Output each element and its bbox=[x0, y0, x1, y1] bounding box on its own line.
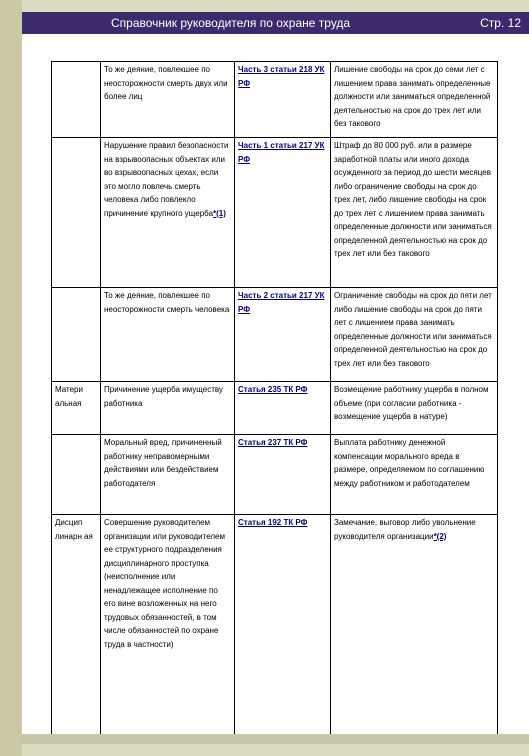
article-cell bbox=[235, 382, 331, 435]
left-margin-stripe bbox=[0, 0, 22, 756]
article-link[interactable]: Статья 237 ТК РФ bbox=[238, 438, 308, 447]
table-row bbox=[52, 382, 498, 435]
penalty-cell: Лишение свободы на срок до семи лет с лишением права занимать определенные должности или заниматься определенной деятельностью на срок до трех лет или без такового bbox=[331, 62, 498, 138]
footnote-link[interactable]: *(1) bbox=[213, 208, 226, 218]
article-cell bbox=[235, 138, 331, 288]
category-cell bbox=[52, 138, 101, 288]
page-title: Справочник руководителя по охране труда bbox=[111, 16, 351, 30]
article-link[interactable]: Статья 192 ТК РФ bbox=[238, 518, 308, 527]
article-cell bbox=[235, 62, 331, 138]
penalty-cell: Возмещение работнику ущерба в полном объеме (при согласии работника - возмещение ущерба в натуре) bbox=[331, 382, 498, 435]
article-link[interactable]: Статья 235 ТК РФ bbox=[238, 385, 308, 394]
article-link[interactable]: Часть 1 статьи 217 УК РФ bbox=[238, 141, 325, 164]
article-cell bbox=[235, 288, 331, 382]
article-cell bbox=[235, 435, 331, 515]
category-cell: Дисцип линарн ая bbox=[52, 515, 101, 745]
table-row bbox=[52, 288, 498, 382]
penalty-text: Замечание, выговор либо увольнение руководителя организации bbox=[334, 518, 476, 541]
offense-cell: Совершение руководителем организации или руководителем ее структурного подразделения дисциплинарного проступка (неисполнение или ненадлежащее исполнение по его вине возложенных на него трудовых обязанностей, в том числе обязанностей по охране труда в частности) bbox=[101, 515, 235, 745]
offense-text: Нарушение правил безопасности на взрывоопасных объектах или во взрывоопасных цехах, если это могло повлечь смерть человека либо повлекло причинение крупного ущерба bbox=[104, 141, 229, 218]
offense-cell bbox=[101, 138, 235, 288]
category-cell bbox=[52, 62, 101, 138]
category-cell bbox=[52, 435, 101, 515]
table-row bbox=[52, 62, 498, 138]
article-cell bbox=[235, 515, 331, 745]
table-row bbox=[52, 138, 498, 288]
penalty-cell: Выплата работнику денежной компенсации морального вреда в размере, определяемом по соглашению между работником и работодателем bbox=[331, 435, 498, 515]
offense-cell: То же деяние, повлекшее по неосторожности смерть человека bbox=[101, 288, 235, 382]
penalty-cell bbox=[331, 515, 498, 745]
category-cell: Матери альная bbox=[52, 382, 101, 435]
table-row bbox=[52, 515, 498, 745]
liability-table bbox=[51, 61, 498, 744]
footnote-link[interactable]: *(2) bbox=[433, 531, 447, 541]
category-cell bbox=[52, 288, 101, 382]
penalty-cell: Штраф до 80 000 руб. или в размере заработной платы или иного дохода осужденного за период до шести месяцев либо ограничение свободы на срок до трех лет, либо лишение свободы на срок до трех лет с лишением права занимать определенные должности или заниматься определенной деятельностью на срок до трех лет или без такового bbox=[331, 138, 498, 288]
offense-cell: То же деяние, повлекшее по неосторожности смерть двух или более лиц bbox=[101, 62, 235, 138]
offense-cell: Моральный вред, причиненный работнику неправомерными действиями или бездействием работодателя bbox=[101, 435, 235, 515]
page-header bbox=[22, 12, 529, 34]
page-number: Стр. 12 bbox=[480, 16, 521, 30]
article-link[interactable]: Часть 2 статьи 217 УК РФ bbox=[238, 291, 325, 314]
offense-cell: Причинение ущерба имуществу работника bbox=[101, 382, 235, 435]
article-link[interactable]: Часть 3 статьи 218 УК РФ bbox=[238, 65, 325, 88]
document-sheet bbox=[22, 34, 529, 744]
table-row bbox=[52, 435, 498, 515]
penalty-cell: Ограничение свободы на срок до пяти лет либо лишение свободы на срок до пяти лет с лишением права занимать определенные должности или заниматься определенной деятельностью на срок до трех лет или без такового bbox=[331, 288, 498, 382]
